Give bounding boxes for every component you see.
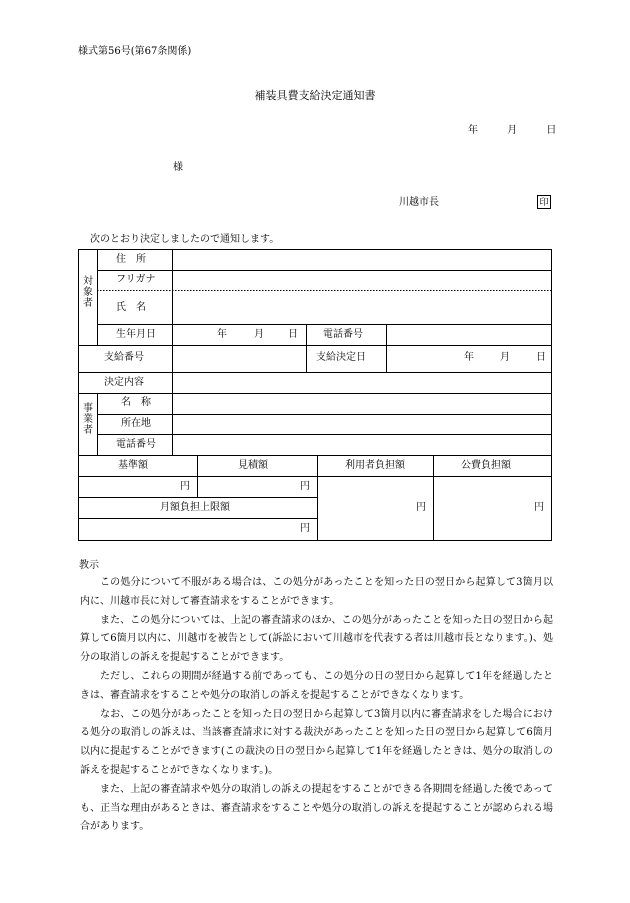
business-location-label: 所在地 xyxy=(121,418,151,429)
decision-date-label: 支給決定日 xyxy=(316,352,366,363)
intro-text: 次のとおり決定しましたので通知します。 xyxy=(90,234,280,245)
decision-month: 月 xyxy=(500,352,510,363)
user-burden-label: 利用者負担額 xyxy=(345,460,405,471)
kyoji-body xyxy=(80,574,553,837)
payment-number-label: 支給番号 xyxy=(104,352,144,363)
furigana-label: フリガナ xyxy=(116,274,156,285)
decision-day: 日 xyxy=(536,352,546,363)
decision-content-label: 決定内容 xyxy=(104,377,144,388)
kyoji-paragraph: なお、この処分があったことを知った日の翌日から起算して3箇月以内に審査請求をした場合における処分の取消しの訴えは、当該審査請求に対する裁決があったことを知った日の翌日から起算して6箇月以内に提起することができます(この裁決の日の翌日から起算して1年を経過したときは、処分の取消しの訴えを提起することができなくなります。)。 xyxy=(80,708,553,776)
subject-header: 対 象 者 xyxy=(83,276,93,309)
kyoji-paragraph: この処分について不服がある場合は、この処分があったことを知った日の翌日から起算して3箇月以内に、川越市長に対して審査請求をすることができます。 xyxy=(80,577,553,607)
user-burden-yen: 円 xyxy=(416,502,426,513)
base-amount-label: 基準額 xyxy=(118,460,148,471)
birth-day: 日 xyxy=(288,329,298,340)
birth-month: 月 xyxy=(254,329,264,340)
estimate-yen: 円 xyxy=(300,481,310,492)
date-month: 月 xyxy=(507,125,518,136)
decision-year: 年 xyxy=(464,352,474,363)
date-year: 年 xyxy=(468,125,478,136)
business-header: 事 業 者 xyxy=(83,403,93,436)
kyoji-paragraph: また、この処分については、上記の審査請求のほか、この処分があったことを知った日の翌日から起算して6箇月以内に、川越市を被告として(訴訟において川越市を代表する者は川越市長となります。)、処分の取消しの訴えを提起することができます。 xyxy=(80,614,553,664)
address-label: 住 所 xyxy=(116,254,146,265)
issuer-name: 川越市長 xyxy=(399,197,439,208)
public-burden-yen: 円 xyxy=(534,502,544,513)
kyoji-paragraph: ただし、これらの期間が経過する前であっても、この処分の日の翌日から起算して1年を経過したときは、審査請求をすることや処分の取消しの訴えを提起することができなくなります。 xyxy=(80,670,553,701)
monthly-limit-label: 月額負担上限額 xyxy=(160,502,230,513)
base-amount-yen: 円 xyxy=(180,481,190,492)
estimate-label: 見積額 xyxy=(238,460,268,471)
name-label: 氏 名 xyxy=(116,302,146,313)
birthdate-label: 生年月日 xyxy=(116,329,156,340)
phone-label: 電話番号 xyxy=(323,329,363,340)
form-number: 様式第56号(第67条関係) xyxy=(78,46,192,57)
business-phone-label: 電話番号 xyxy=(116,439,156,450)
date-day: 日 xyxy=(546,125,557,136)
addressee-suffix: 様 xyxy=(173,162,183,173)
birth-year: 年 xyxy=(217,329,227,340)
monthly-limit-yen: 円 xyxy=(300,523,310,534)
kyoji-paragraph: また、上記の審査請求や処分の取消しの訴えの提起をすることができる各期間を経過した後であっても、正当な理由があるときは、審査請求をすることや処分の取消しの訴えを提起することが認められる場合があります。 xyxy=(80,783,553,833)
business-name-label: 名 称 xyxy=(121,397,151,408)
seal-mark: 印 xyxy=(537,195,551,209)
public-burden-label: 公費負担額 xyxy=(461,460,511,471)
kyoji-title: 教示 xyxy=(79,560,99,571)
document-title: 補装具費支給決定通知書 xyxy=(254,89,376,102)
